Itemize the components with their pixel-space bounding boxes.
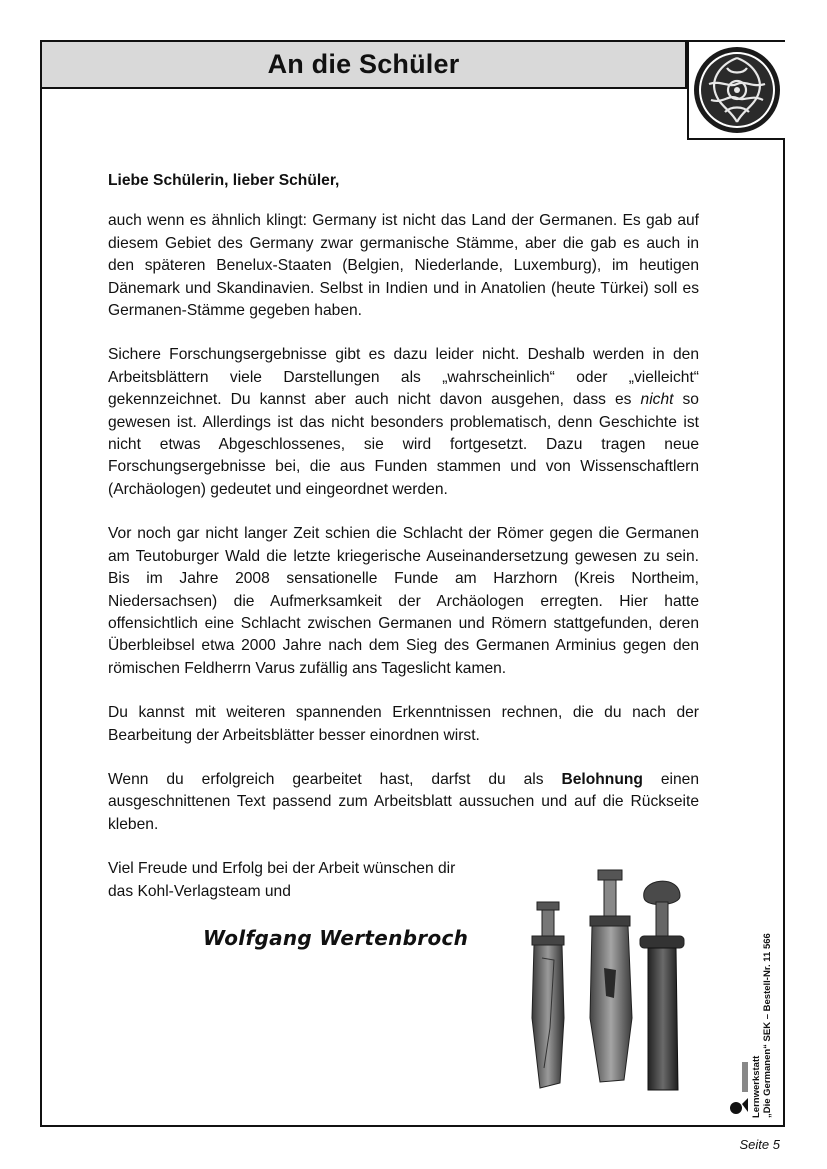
publisher-logo [728,1058,750,1123]
closing-line-1: Viel Freude und Erfolg bei der Arbeit wünschen dir [108,860,456,878]
sword-3 [640,881,684,1090]
paragraph-4: Du kannst mit weiteren spannenden Erkenntnissen rechnen, die du nach der Bearbeitung der Arbeitsblätter besser einordnen wirst. [108,704,699,744]
paragraph-1: auch wenn es ähnlich klingt: Germany ist nicht das Land der Germanen. Es gab auf diesem Gebiet des Germany zwar germanische Stämme, aber die gab es auch in den späteren Benelux-Staaten (Belgien, Niederlande, Luxemburg), im heutigen Dänemark und Skandinavien. Selbst in Indien und in Anatolien (heute Türkei) soll es Germanen-Stämme gegeben haben. [108,212,699,320]
signature: Wolfgang Wertenbroch [203,926,469,950]
sword-1 [532,902,564,1088]
celtic-knot-icon [691,44,783,136]
paragraph-2-text-b: so gewesen ist. Allerdings ist das nicht besonders problematisch, denn Geschichte ist nicht etwas Abgeschlossenes, sie wird fortgesetzt. Dazu tragen neue Forschungsergebnisse bei, die aus Funden stammen und von Wissenschaftlern (Archäologen) gedeutet und eingeordnet werden. [108,391,699,498]
paragraph-5-text-a: Wenn du erfolgreich gearbeitet hast, darfst du als [108,770,562,788]
greeting: Liebe Schülerin, lieber Schüler, [108,172,340,189]
swords-image [520,868,690,1093]
page-title: An die Schüler [267,49,460,79]
paragraph-5 [108,769,699,836]
kohl-logo-icon [728,1058,750,1118]
page-number: Seite 5 [739,1137,780,1152]
paragraph-2 [108,344,699,501]
sword-2 [590,870,632,1082]
title-bar [42,42,687,89]
paragraph-5-text-b: einen ausgeschnittenen Text passend zum Arbeitsblatt aussuchen und auf die Rückseite kleben. [108,770,699,833]
letter-body [108,170,699,903]
closing-line-2: das Kohl-Verlagsteam und [108,882,291,900]
side-info-line-1: Lernwerkstatt [751,1055,762,1118]
side-info [751,933,773,1118]
paragraph-2-text-a: Sichere Forschungsergebnisse gibt es dazu leider nicht. Deshalb werden in den Arbeitsblättern viele Darstellungen als „wahrscheinlich“ oder „vielleicht“ gekennzeichnet. Du kannst aber auch nicht davon ausgehen, dass es [108,346,699,409]
side-info-line-2: „Die Germanen“ SEK – Bestell-Nr. 11 566 [762,933,773,1118]
paragraph-2-emphasis: nicht [640,391,674,409]
celtic-knot-image [687,42,785,140]
paragraph-3: Vor noch gar nicht langer Zeit schien die Schlacht der Römer gegen die Germanen am Teutoburger Wald die letzte kriegerische Auseinandersetzung gewesen zu sein. Bis im Jahre 2008 sensationelle Funde am Harzhorn (Kreis Northeim, Niedersachsen) die Aufmerksamkeit der Archäologen erregten. Hier hatte offensichtlich eine Schlacht zwischen Germanen und Römern stattgefunden, deren Überbleibsel etwa 2000 Jahre nach dem Sieg des Germanen Arminius gegen den römischen Feldherrn Varus zufällig ans Tageslicht kamen. [108,525,699,677]
paragraph-5-bold: Belohnung [561,770,643,788]
